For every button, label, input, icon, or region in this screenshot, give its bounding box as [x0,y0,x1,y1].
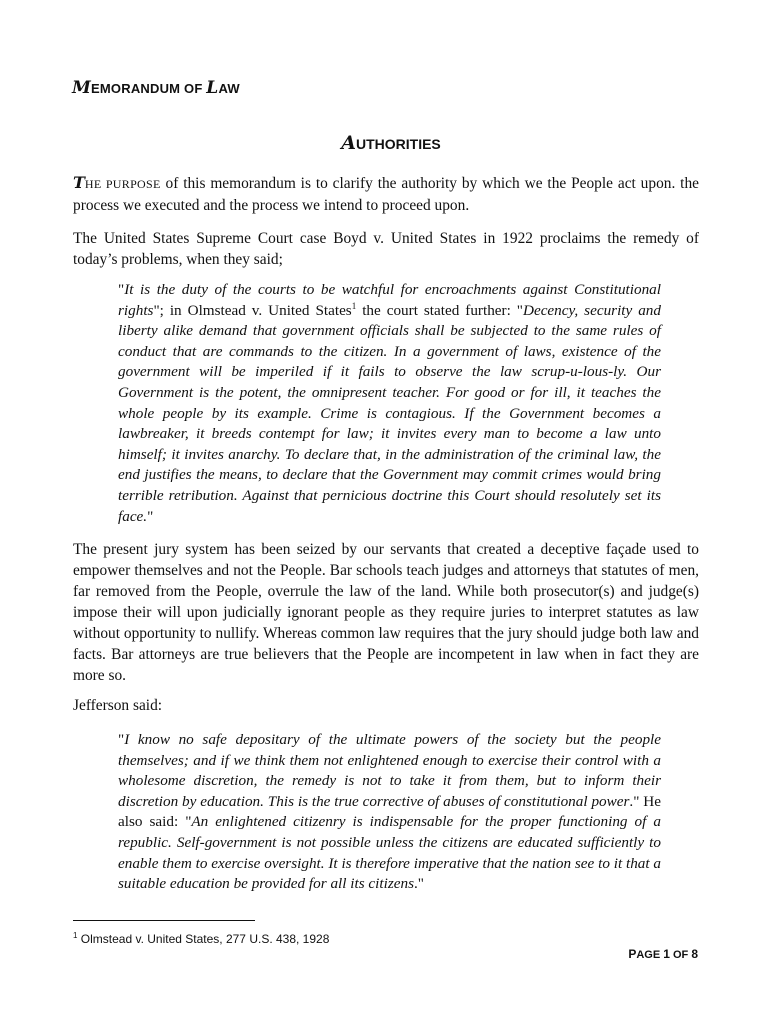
footnote-text: Olmstead v. United States, 277 U.S. 438, 1928 [77,932,330,946]
intro-smallcaps: HE PURPOSE [84,177,161,191]
quote2-italic-2: An enlightened citizenry is indispensable for the proper functioning of a republic. Self-government is not possible unless the citizens are educated sufficiently to enable them to exercise oversight. It is therefore imperative that the nation see to it that a suitable education be provided for all its citizens [118,813,661,893]
section-rest: UTHORITIES [355,136,441,152]
quote1-mid-2: the court stated further: " [356,301,523,319]
quote1-mid-1: "; in Olmstead v. United States [153,301,352,319]
intro-text: of this memorandum is to clarify the authority by which we the People act upon. the process we executed and the process we intend to proceed upon. [73,175,699,214]
intro-initial: T [73,173,85,192]
title-rest-2: AW [218,81,240,96]
title-rest-1: EMORANDUM OF [91,81,207,96]
footnote-divider [73,920,255,921]
quote2-italic-1: I know no safe depositary of the ultimate powers of the society but the people themselves; and if we think them not enlightened enough to exercise their control with a wholesome discretion, the remedy is not to take it from them, but to inform their discretion by education. This is the true corrective of abuses of constitutional power [118,731,661,810]
quote2-mid-1: ." He also said: " [118,792,661,831]
footnote [73,932,329,946]
page-current: 1 [663,947,670,961]
intro-paragraph [73,172,699,216]
footnote-number: 1 [73,931,78,940]
quote2-open: " [118,731,125,748]
quote1-close: " [147,507,154,525]
page-number [628,947,698,961]
page-age: AGE [636,949,664,961]
quote1-italic-1: It is the duty of the courts to be watchful for encroachments against Constitutional rights [118,281,661,319]
page-p: P [628,947,637,961]
document-title [72,78,240,98]
page-total: 8 [691,947,698,961]
olmstead-quote [118,280,661,527]
boyd-paragraph: The United States Supreme Court case Boyd v. United States in 1922 proclaims the remedy of today’s problems, when they said; [73,230,699,268]
quote1-italic-2: Decency, security and liberty alike demand that government officials shall be subjected to the same rules of conduct that are commands to the citizen. In a government of laws, existence of the government will be imperiled if it fails to observe the law scrup-u-lous-ly. Our Government is the potent, the omnipresent teacher. For good or for ill, it teaches the whole people by its example. Crime is contagious. If the Government becomes a lawbreaker, it breeds contempt for law; it invites every man to become a law unto himself; it invites anarchy. To declare that, in the administration of the criminal law, the end justifies the means, to declare that the Government may commit crimes would bring terrible retribution. Against that pernicious doctrine this Court should resolutely set its face. [118,301,661,525]
quote1-open: " [118,281,125,298]
section-initial: A [341,132,356,154]
jury-paragraph: The present jury system has been seized by our servants that created a deceptive façade used to empower themselves and not the People. Bar schools teach judges and attorneys that statutes of men, far removed from the People, overrule the law of the land. While both prosecutor(s) and judge(s) impose their will upon judicially ignorant people as they require juries to interpret statutes as law without opportunity to nullify. Whereas common law requires that the jury should judge both law and facts. Bar attorneys are true believers that the People are incompetent in law when in fact they are more so. [73,541,699,684]
section-heading [0,132,770,154]
title-initial-m: M [72,78,92,98]
quote2-close: ." [413,875,424,893]
jefferson-intro: Jefferson said: [73,697,163,714]
page-of: OF [669,949,692,961]
footnote-reference[interactable]: 1 [351,300,357,311]
title-initial-l: L [206,78,219,98]
jefferson-quote [118,730,661,895]
